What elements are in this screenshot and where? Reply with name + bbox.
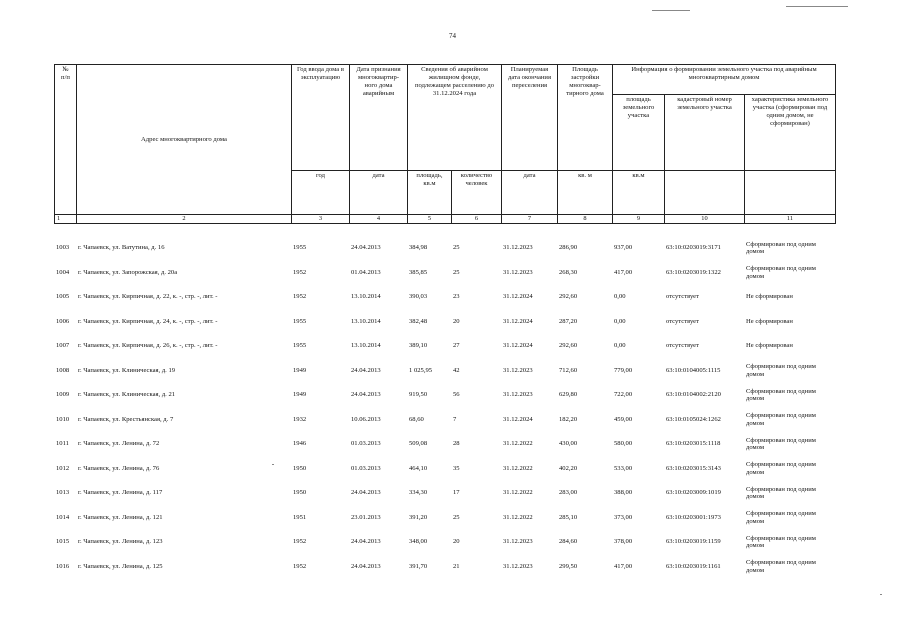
row-building-area: 292,60 bbox=[559, 342, 578, 350]
row-address: г. Чапаевск, ул. Кирпичная, д. 24, к. -, стр. -, лит. - bbox=[78, 317, 218, 325]
row-area: 385,85 bbox=[409, 268, 428, 276]
row-people: 28 bbox=[453, 440, 460, 448]
row-cadastral: отсутствует bbox=[666, 293, 699, 301]
row-cadastral: 63:10:0203015:3143 bbox=[666, 464, 721, 472]
row-address: г. Чапаевск, ул. Клиническая, д. 19 bbox=[78, 366, 176, 374]
row-year: 1950 bbox=[293, 489, 307, 497]
row-area: 390,03 bbox=[409, 293, 428, 301]
row-year: 1950 bbox=[293, 464, 307, 472]
row-area: 384,98 bbox=[409, 244, 428, 252]
column-number: 4 bbox=[350, 215, 408, 224]
row-year: 1952 bbox=[293, 538, 307, 546]
row-number: 1003 bbox=[56, 244, 70, 252]
row-address: г. Чапаевск, ул. Ленина, д. 123 bbox=[78, 538, 163, 546]
row-number: 1008 bbox=[56, 366, 70, 374]
unit-people: количество человек bbox=[452, 171, 502, 215]
row-building-area: 712,60 bbox=[559, 366, 578, 374]
row-address: г. Чапаевск, ул. Ленина, д. 117 bbox=[78, 489, 163, 497]
row-number: 1015 bbox=[56, 538, 70, 546]
row-building-area: 283,00 bbox=[559, 489, 578, 497]
row-people: 25 bbox=[453, 268, 460, 276]
header-emergency-info: Сведения об аварийном жилищном фонде, подлежащем расселению до 31.12.2024 года bbox=[408, 65, 502, 171]
unit-date2: дата bbox=[502, 171, 558, 215]
row-status: Сформирован под одним домом bbox=[746, 412, 816, 427]
header-year-built: Год ввода дома в эксплуатацию bbox=[292, 65, 350, 171]
row-people: 35 bbox=[453, 464, 460, 472]
header-building-area: Площадь застройки многоквар-тирного дома bbox=[558, 65, 613, 171]
row-cadastral: 63:10:0203019:3171 bbox=[666, 244, 721, 252]
row-date: 24.04.2013 bbox=[351, 538, 381, 546]
row-year: 1949 bbox=[293, 366, 307, 374]
table-row bbox=[54, 555, 835, 580]
row-land-area: 388,00 bbox=[614, 489, 633, 497]
row-address: г. Чапаевск, ул. Ленина, д. 125 bbox=[78, 562, 163, 570]
row-building-area: 284,60 bbox=[559, 538, 578, 546]
column-number: 2 bbox=[77, 215, 292, 224]
row-planned-date: 31.12.2022 bbox=[503, 440, 533, 448]
header-date-recognized: Дата признания многоквартир-ного дома аварийным bbox=[350, 65, 408, 171]
row-year: 1955 bbox=[293, 317, 307, 325]
row-year: 1952 bbox=[293, 293, 307, 301]
row-year: 1955 bbox=[293, 342, 307, 350]
row-date: 01.03.2013 bbox=[351, 464, 381, 472]
row-land-area: 0,00 bbox=[614, 317, 626, 325]
row-land-area: 580,00 bbox=[614, 440, 633, 448]
row-date: 13.10.2014 bbox=[351, 293, 381, 301]
row-number: 1013 bbox=[56, 489, 70, 497]
unit-date: дата bbox=[350, 171, 408, 215]
row-number: 1006 bbox=[56, 317, 70, 325]
row-planned-date: 31.12.2022 bbox=[503, 464, 533, 472]
row-year: 1949 bbox=[293, 391, 307, 399]
row-area: 382,48 bbox=[409, 317, 428, 325]
row-year: 1955 bbox=[293, 244, 307, 252]
row-land-area: 459,00 bbox=[614, 415, 633, 423]
table-row bbox=[54, 261, 835, 286]
row-number: 1011 bbox=[56, 440, 69, 448]
row-people: 20 bbox=[453, 538, 460, 546]
row-date: 01.04.2013 bbox=[351, 268, 381, 276]
row-date: 24.04.2013 bbox=[351, 489, 381, 497]
row-date: 01.03.2013 bbox=[351, 440, 381, 448]
row-status: Сформирован под одним домом bbox=[746, 436, 816, 452]
table-row bbox=[54, 432, 835, 457]
row-address: г. Чапаевск, ул. Запорожская, д. 20а bbox=[78, 268, 178, 276]
unit-sqm2: кв.м bbox=[613, 171, 665, 215]
row-number: 1005 bbox=[56, 293, 70, 301]
row-number: 1007 bbox=[56, 342, 70, 350]
column-number: 6 bbox=[452, 215, 502, 224]
row-cadastral: 63:10:0203015:1118 bbox=[666, 440, 721, 448]
column-number: 7 bbox=[502, 215, 558, 224]
row-planned-date: 31.12.2023 bbox=[503, 538, 533, 546]
row-land-area: 373,00 bbox=[614, 513, 633, 521]
row-date: 23.01.2013 bbox=[351, 513, 381, 521]
row-building-area: 287,20 bbox=[559, 317, 578, 325]
scan-line bbox=[652, 10, 690, 11]
row-area: 391,70 bbox=[409, 562, 428, 570]
row-planned-date: 31.12.2023 bbox=[503, 268, 533, 276]
row-people: 20 bbox=[453, 317, 460, 325]
row-address: г. Чапаевск, ул. Ленина, д. 121 bbox=[78, 513, 163, 521]
row-number: 1009 bbox=[56, 391, 70, 399]
row-building-area: 182,20 bbox=[559, 415, 578, 423]
row-area: 1 025,95 bbox=[409, 366, 433, 374]
header-characteristic: характеристика земельного участка (сформирован под одним домом, не сформирован) bbox=[745, 95, 836, 171]
row-status: Сформирован под одним домом bbox=[746, 534, 816, 550]
row-land-area: 0,00 bbox=[614, 293, 626, 301]
row-planned-date: 31.12.2024 bbox=[503, 293, 533, 301]
row-date: 24.04.2013 bbox=[351, 366, 381, 374]
row-number: 1016 bbox=[56, 562, 70, 570]
row-year: 1946 bbox=[293, 440, 307, 448]
header-planned-date: Планируемая дата окончания переселения bbox=[502, 65, 558, 171]
row-status: Не сформирован bbox=[746, 293, 793, 301]
row-cadastral: 63:10:0104005:1115 bbox=[666, 366, 721, 374]
row-status: Не сформирован bbox=[746, 317, 793, 325]
scan-speck bbox=[272, 464, 274, 465]
row-land-area: 378,00 bbox=[614, 538, 633, 546]
row-planned-date: 31.12.2022 bbox=[503, 513, 533, 521]
column-numbers-row bbox=[55, 215, 836, 224]
row-cadastral: 63:10:0203001:1973 bbox=[666, 513, 721, 521]
row-area: 389,10 bbox=[409, 342, 428, 350]
column-number: 10 bbox=[665, 215, 745, 224]
row-planned-date: 31.12.2022 bbox=[503, 489, 533, 497]
row-status: Сформирован под одним домом bbox=[746, 240, 816, 256]
row-land-area: 722,00 bbox=[614, 391, 633, 399]
row-year: 1951 bbox=[293, 513, 307, 521]
row-number: 1012 bbox=[56, 464, 70, 472]
row-building-area: 292,60 bbox=[559, 293, 578, 301]
row-area: 334,30 bbox=[409, 489, 428, 497]
row-people: 21 bbox=[453, 562, 460, 570]
scan-line bbox=[786, 6, 848, 7]
row-status: Не сформирован bbox=[746, 342, 793, 350]
unit-year: год bbox=[292, 171, 350, 215]
row-cadastral: отсутствует bbox=[666, 317, 699, 325]
row-planned-date: 31.12.2024 bbox=[503, 342, 533, 350]
row-address: г. Чапаевск, ул. Клиническая, д. 21 bbox=[78, 391, 176, 399]
column-number: 11 bbox=[745, 215, 836, 224]
row-date: 13.10.2014 bbox=[351, 342, 381, 350]
row-building-area: 285,10 bbox=[559, 513, 578, 521]
row-building-area: 402,20 bbox=[559, 464, 578, 472]
header-cadastral: кадастровый номер земельного участка bbox=[665, 95, 745, 171]
row-cadastral: 63:10:0105024:1262 bbox=[666, 415, 721, 423]
row-land-area: 417,00 bbox=[614, 562, 633, 570]
column-number: 9 bbox=[613, 215, 665, 224]
row-building-area: 629,80 bbox=[559, 391, 578, 399]
row-people: 23 bbox=[453, 293, 460, 301]
row-status: Сформирован под одним домом bbox=[746, 485, 816, 501]
row-building-area: 286,90 bbox=[559, 244, 578, 252]
table-row bbox=[54, 285, 835, 310]
row-people: 7 bbox=[453, 415, 457, 423]
row-people: 25 bbox=[453, 513, 460, 521]
row-address: г. Чапаевск, ул. Кирпичная, д. 26, к. -, стр. -, лит. - bbox=[78, 342, 218, 350]
table-row bbox=[54, 236, 835, 261]
unit-empty bbox=[745, 171, 836, 215]
table-row bbox=[54, 457, 835, 482]
row-number: 1014 bbox=[56, 513, 70, 521]
table-row bbox=[54, 506, 835, 531]
row-cadastral: 63:10:0203019:1159 bbox=[666, 538, 721, 546]
header-land-area: площадь земельного участка bbox=[613, 95, 665, 171]
table-row bbox=[54, 383, 835, 408]
table-header bbox=[54, 64, 836, 224]
row-building-area: 430,00 bbox=[559, 440, 578, 448]
row-area: 348,00 bbox=[409, 538, 428, 546]
table-row bbox=[54, 334, 835, 359]
column-number: 1 bbox=[55, 215, 77, 224]
row-planned-date: 31.12.2024 bbox=[503, 415, 533, 423]
row-year: 1952 bbox=[293, 268, 307, 276]
row-cadastral: 63:10:0104002:2120 bbox=[666, 391, 721, 399]
row-cadastral: 63:10:0203019:1161 bbox=[666, 562, 721, 570]
row-address: г. Чапаевск, ул. Кирпичная, д. 22, к. -, стр. -, лит. - bbox=[78, 293, 218, 301]
row-area: 391,20 bbox=[409, 513, 428, 521]
row-people: 25 bbox=[453, 244, 460, 252]
row-land-area: 417,00 bbox=[614, 268, 633, 276]
row-planned-date: 31.12.2023 bbox=[503, 244, 533, 252]
row-date: 13.10.2014 bbox=[351, 317, 381, 325]
row-cadastral: отсутствует bbox=[666, 342, 699, 350]
table-row bbox=[54, 359, 835, 384]
row-people: 56 bbox=[453, 391, 460, 399]
row-status: Сформирован под одним домом bbox=[746, 387, 816, 403]
data-table bbox=[54, 236, 835, 579]
unit-sqm: кв. м bbox=[558, 171, 613, 215]
row-number: 1004 bbox=[56, 268, 70, 276]
row-planned-date: 31.12.2023 bbox=[503, 391, 533, 399]
row-planned-date: 31.12.2023 bbox=[503, 562, 533, 570]
table-row bbox=[54, 530, 835, 555]
row-people: 17 bbox=[453, 489, 460, 497]
row-address: г. Чапаевск, ул. Ленина, д. 76 bbox=[78, 464, 160, 472]
page-number: 74 bbox=[449, 32, 456, 40]
scan-speck bbox=[880, 594, 882, 595]
unit-area: площадь, кв.м bbox=[408, 171, 452, 215]
table-row bbox=[54, 408, 835, 433]
header-address: Адрес многоквартирного дома bbox=[77, 65, 292, 215]
row-land-area: 533,00 bbox=[614, 464, 633, 472]
table-row bbox=[54, 310, 835, 335]
column-number: 3 bbox=[292, 215, 350, 224]
unit-empty bbox=[665, 171, 745, 215]
row-year: 1952 bbox=[293, 562, 307, 570]
row-people: 27 bbox=[453, 342, 460, 350]
row-land-area: 779,00 bbox=[614, 366, 633, 374]
row-people: 42 bbox=[453, 366, 460, 374]
column-number: 5 bbox=[408, 215, 452, 224]
row-planned-date: 31.12.2023 bbox=[503, 366, 533, 374]
header-no: № п/п bbox=[55, 65, 77, 215]
row-status: Сформирован под одним домом bbox=[746, 461, 816, 476]
row-date: 24.04.2013 bbox=[351, 562, 381, 570]
row-status: Сформирован под одним домом bbox=[746, 363, 816, 378]
row-cadastral: 63:10:0203009:1019 bbox=[666, 489, 721, 497]
row-status: Сформирован под одним домом bbox=[746, 265, 816, 280]
row-land-area: 0,00 bbox=[614, 342, 626, 350]
row-status: Сформирован под одним домом bbox=[746, 510, 816, 525]
row-area: 68,60 bbox=[409, 415, 424, 423]
row-status: Сформирован под одним домом bbox=[746, 559, 816, 574]
row-area: 509,08 bbox=[409, 440, 428, 448]
row-year: 1932 bbox=[293, 415, 307, 423]
header-land-info: Информация о формировании земельного участка под аварийным многоквартирным домом bbox=[613, 65, 836, 95]
row-date: 24.04.2013 bbox=[351, 391, 381, 399]
row-date: 10.06.2013 bbox=[351, 415, 381, 423]
row-date: 24.04.2013 bbox=[351, 244, 381, 252]
row-building-area: 268,30 bbox=[559, 268, 578, 276]
row-planned-date: 31.12.2024 bbox=[503, 317, 533, 325]
row-number: 1010 bbox=[56, 415, 70, 423]
row-address: г. Чапаевск, ул. Ватутина, д. 16 bbox=[78, 244, 165, 252]
row-cadastral: 63:10:0203019:1322 bbox=[666, 268, 721, 276]
table-row bbox=[54, 481, 835, 506]
row-address: г. Чапаевск, ул. Ленина, д. 72 bbox=[78, 440, 160, 448]
row-building-area: 299,50 bbox=[559, 562, 578, 570]
row-address: г. Чапаевск, ул. Крестьянская, д. 7 bbox=[78, 415, 174, 423]
row-area: 919,50 bbox=[409, 391, 428, 399]
row-land-area: 937,00 bbox=[614, 244, 633, 252]
column-number: 8 bbox=[558, 215, 613, 224]
row-area: 464,10 bbox=[409, 464, 428, 472]
